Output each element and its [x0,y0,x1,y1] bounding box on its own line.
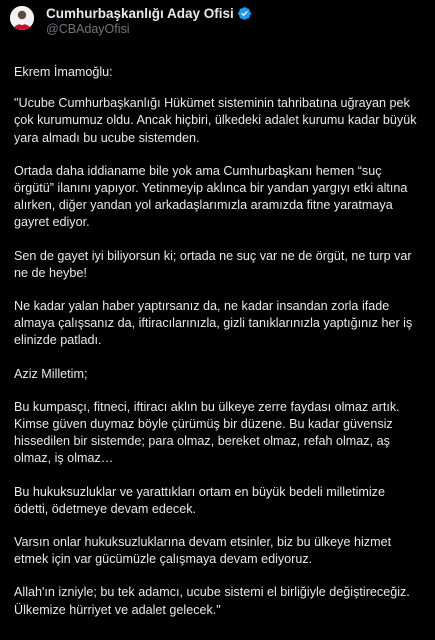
profile-photo-icon [10,6,34,30]
tweet-paragraph: Allah'ın izniyle; bu tek adamcı, ucube sistemi el birliğiyle değiştireceğiz. Ülkemize hürriyet ve adalet gelecek." [14,585,410,617]
tweet-text [14,64,421,619]
author-handle[interactable]: @CBAdayOfisi [46,22,130,36]
tweet-paragraph: Ekrem İmamoğlu: [14,65,113,79]
verified-badge-icon [237,6,252,21]
avatar[interactable] [10,6,34,30]
tweet-paragraph: Sen de gayet iyi biliyorsun ki; ortada ne suç var ne de örgüt, ne turp var ne de heybe! [14,248,412,280]
author-names [46,6,252,37]
tweet-paragraph: Varsın onlar hukuksuzluklarına devam etsinler, biz bu ülkeye hizmet etmek için var gücümüzle çalışmaya devam ediyoruz. [14,535,392,567]
name-row [46,6,252,21]
tweet-paragraph: Aziz Milletim; [14,366,88,381]
tweet-paragraph: "Ucube Cumhurbaşkanlığı Hükümet sisteminin tahribatına uğrayan pek çok kurumumuz oldu. Ancak hiçbiri, ülkedeki adalet kurumu kadar büyük yara almadı bu ucube sistemden. [14,96,417,145]
tweet-paragraph: Ortada daha iddianame bile yok ama Cumhurbaşkanı hemen “suç örgütü” ilanını yapıyor. Yetinmeyip aklınca bir yandan yargıyı etki altına alırken, diğer yandan yol arkadaşlarımızla aramızda fitne yaratmaya gayret ediyor. [14,163,408,230]
tweet-paragraph: Bu kumpasçı, fitneci, iftiracı aklın bu ülkeye zerre faydası olmaz artık. Kimse güven duymaz böyle çürümüş bir düzene. Bu kadar güvensiz hissedilen bir sistemde; para olmaz, bereket olmaz, refah olmaz, aş olmaz, iş olmaz… [14,399,400,466]
tweet-header [14,6,421,46]
tweet-paragraph: Ne kadar yalan haber yaptırsanız da, ne kadar insandan zorla ifade almaya çalışsanız da, iftiracılarınızla, gizli tanıklarınızla yaptığınız her iş elinizde patladı. [14,299,413,348]
author-display-name[interactable]: Cumhurbaşkanlığı Aday Ofisi [46,6,234,21]
tweet-paragraph: Bu hukuksuzluklar ve yarattıkları ortam en büyük bedeli milletimize ödetti, ödetmeye devam edecek. [14,484,385,516]
